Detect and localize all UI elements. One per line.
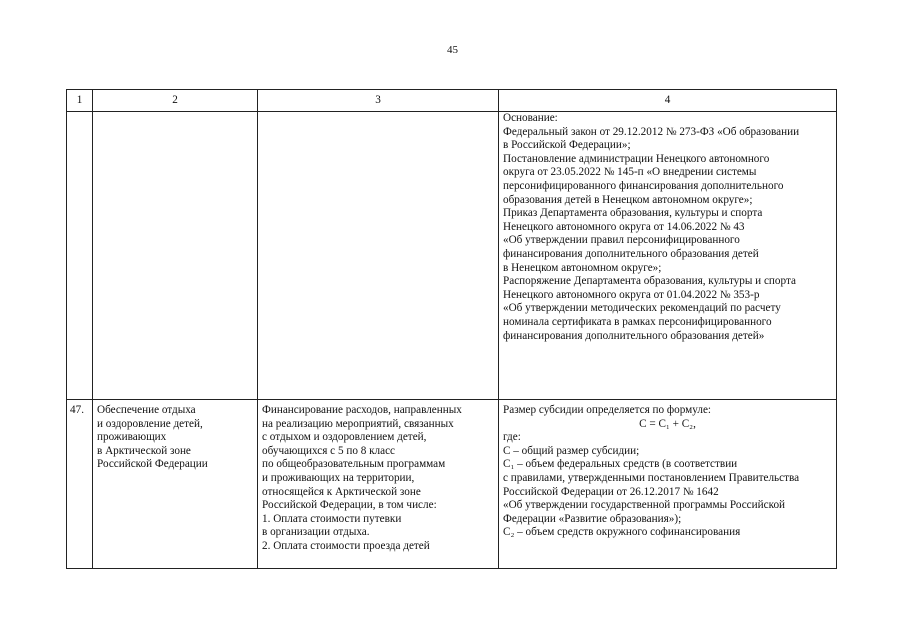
basis-line: Ненецкого автономного округа от 01.04.2022 № 353-р — [503, 288, 760, 301]
purpose-line: на реализацию мероприятий, связанных — [262, 417, 454, 430]
purpose-line: в организации отдыха. — [262, 526, 370, 539]
basis-line: Распоряжение Департамента образования, культуры и спорта — [503, 275, 796, 288]
basis-line: Ненецкого автономного округа от 14.06.2022 № 43 — [503, 220, 745, 233]
basis-line: в Ненецком автономном округе»; — [503, 261, 662, 274]
measure-name-line: проживающих — [97, 431, 167, 444]
cell-empty-1 — [67, 112, 93, 400]
formula-line: Российской Федерации от 26.12.2017 № 1642 — [503, 485, 719, 498]
basis-line: «Об утверждении правил персонифицированного — [503, 234, 740, 247]
cell-empty-3 — [258, 112, 499, 400]
formula-expression: С = С₁ + С₂, — [639, 417, 696, 430]
basis-cell — [499, 112, 837, 400]
table-header-row — [67, 90, 837, 112]
measure-name-line: Российской Федерации — [97, 458, 208, 471]
header-cell-1: 1 — [67, 90, 93, 112]
purpose-line: Финансирование расходов, направленных — [262, 404, 462, 416]
formula-cell — [499, 400, 837, 569]
cell-empty-2 — [93, 112, 258, 400]
basis-line: образования детей в Ненецком автономном округе»; — [503, 193, 753, 206]
basis-line: Федеральный закон от 29.12.2012 № 273-ФЗ «Об образовании — [503, 125, 800, 138]
measure-name-line: в Арктической зоне — [97, 444, 191, 457]
basis-line: номинала сертификата в рамках персонифицированного — [503, 315, 772, 328]
formula-line: С₁ – объем федеральных средств (в соответствии — [503, 458, 738, 471]
basis-line: округа от 23.05.2022 № 145-п «О внедрении системы — [503, 166, 757, 179]
basis-line: «Об утверждении методических рекомендаций по расчету — [503, 302, 781, 315]
header-cell-3: 3 — [258, 90, 499, 112]
measure-name-line: и оздоровление детей, — [97, 417, 203, 430]
document-table — [66, 89, 837, 569]
header-cell-2: 2 — [93, 90, 258, 112]
formula-line: Размер субсидии определяется по формуле: — [503, 404, 712, 416]
formula-line: С – общий размер субсидии; — [503, 444, 640, 457]
purpose-line: относящейся к Арктической зоне — [262, 485, 421, 498]
page-number: 45 — [447, 44, 458, 56]
basis-line: в Российской Федерации»; — [503, 139, 631, 152]
basis-line: персонифицированного финансирования дополнительного — [503, 179, 784, 192]
purpose-line: обучающихся с 5 по 8 класс — [262, 444, 396, 457]
formula-line: с правилами, утвержденными постановлением Правительства — [503, 471, 800, 484]
formula-line: «Об утверждении государственной программы Российской — [503, 499, 786, 512]
purpose-line: по общеобразовательным программам — [262, 458, 446, 471]
row-number: 47. — [67, 400, 93, 569]
purpose-line: и проживающих на территории, — [262, 471, 415, 484]
purpose-cell — [258, 400, 499, 569]
measure-name-line: Обеспечение отдыха — [97, 404, 196, 416]
purpose-line: Российской Федерации, в том числе: — [262, 499, 437, 512]
formula-line: С₂ – объем средств окружного софинансирования — [503, 526, 741, 539]
basis-line: Приказ Департамента образования, культуры и спорта — [503, 207, 763, 220]
purpose-line: с отдыхом и оздоровлением детей, — [262, 431, 427, 444]
table-row-continuation — [67, 112, 837, 400]
purpose-line: 2. Оплата стоимости проезда детей — [262, 539, 430, 552]
table-row-47 — [67, 400, 837, 569]
formula-line: Федерации «Развитие образования»); — [503, 512, 682, 525]
basis-line: финансирования дополнительного образования детей» — [503, 329, 765, 342]
basis-line: Основание: — [503, 112, 558, 124]
purpose-line: 1. Оплата стоимости путевки — [262, 512, 402, 525]
basis-line: финансирования дополнительного образования детей — [503, 247, 759, 260]
formula-line: где: — [503, 431, 521, 444]
header-cell-4: 4 — [499, 90, 837, 112]
basis-line: Постановление администрации Ненецкого автономного — [503, 152, 770, 165]
measure-name-cell — [93, 400, 258, 569]
